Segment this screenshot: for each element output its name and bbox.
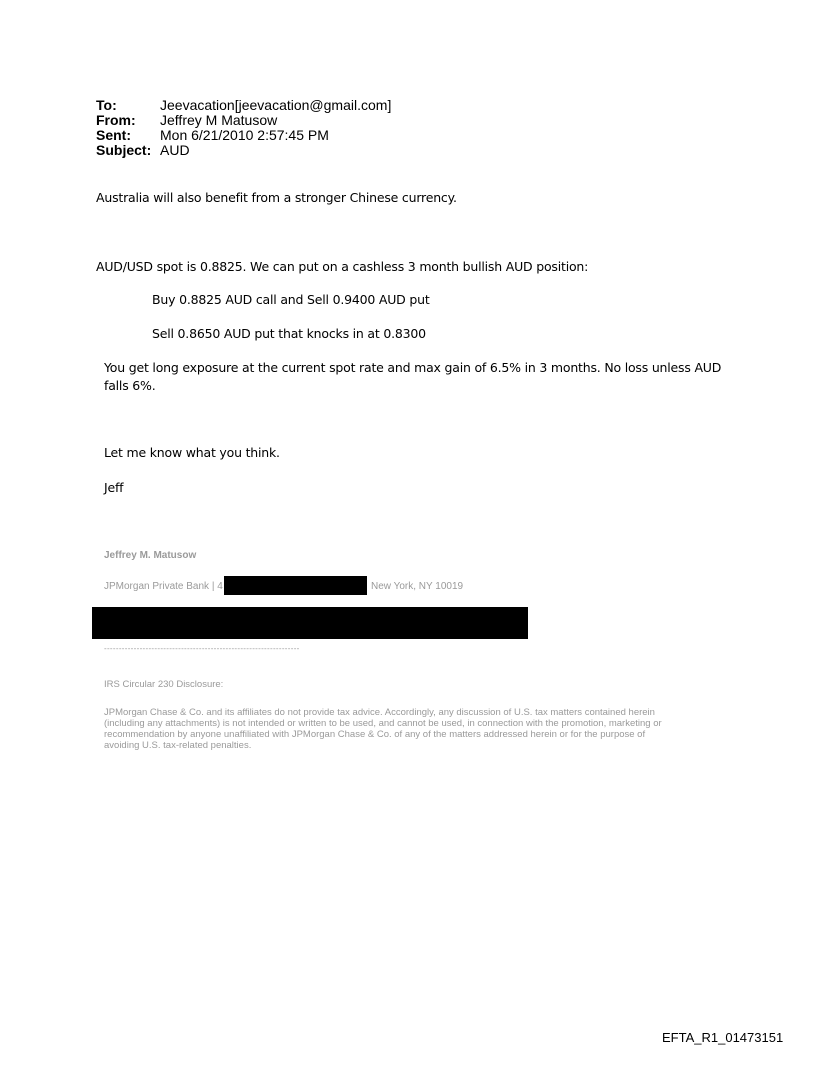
disclosure-line-1: JPMorgan Chase & Co. and its affiliates do not provide tax advice. Accordingly, any discussion of U.S. tax matters contained herein	[104, 707, 655, 718]
disclosure-line-3: recommendation by anyone unaffiliated with JPMorgan Chase & Co. of any of the matters addressed herein or for the purpose of	[104, 729, 646, 740]
summary-line-2: falls 6%.	[104, 378, 156, 393]
document-id: EFTA_R1_01473151	[662, 1030, 784, 1045]
closing-line: Let me know what you think.	[104, 445, 280, 460]
signature-name: Jeffrey M. Matusow	[104, 550, 197, 561]
from-label: From:	[96, 112, 136, 128]
disclosure-line-2: (including any attachments) is not intended or written to be used, and cannot be used, in connection with the promotion, marketing or	[104, 718, 662, 729]
body-line-1: Australia will also benefit from a stronger Chinese currency.	[96, 190, 457, 205]
to-label: To:	[96, 97, 117, 113]
disclosure-title: IRS Circular 230 Disclosure:	[104, 679, 224, 690]
sent-value: Mon 6/21/2010 2:57:45 PM	[160, 127, 329, 143]
redaction-bar	[224, 576, 367, 595]
from-value: Jeffrey M Matusow	[160, 112, 278, 128]
sent-label: Sent:	[96, 127, 131, 143]
redaction-bar	[92, 607, 528, 639]
signoff: Jeff	[104, 480, 124, 495]
body-line-2: AUD/USD spot is 0.8825. We can put on a cashless 3 month bullish AUD position:	[96, 259, 589, 274]
signature-bank-prefix: JPMorgan Private Bank | 4	[104, 581, 223, 592]
subject-label: Subject:	[96, 142, 152, 158]
to-value: Jeevacation[jeevacation@gmail.com]	[160, 97, 392, 113]
signature-bank-suffix: New York, NY 10019	[371, 581, 464, 592]
trade-leg-2: Sell 0.8650 AUD put that knocks in at 0.8300	[152, 326, 426, 341]
summary-line-1: You get long exposure at the current spot rate and max gain of 6.5% in 3 months. No loss unless AUD	[104, 360, 722, 375]
disclosure-line-4: avoiding U.S. tax-related penalties.	[104, 740, 252, 751]
signature-separator: ------------------------------------------------------------------	[104, 644, 300, 653]
trade-leg-1: Buy 0.8825 AUD call and Sell 0.9400 AUD put	[152, 292, 430, 307]
subject-value: AUD	[160, 142, 190, 158]
